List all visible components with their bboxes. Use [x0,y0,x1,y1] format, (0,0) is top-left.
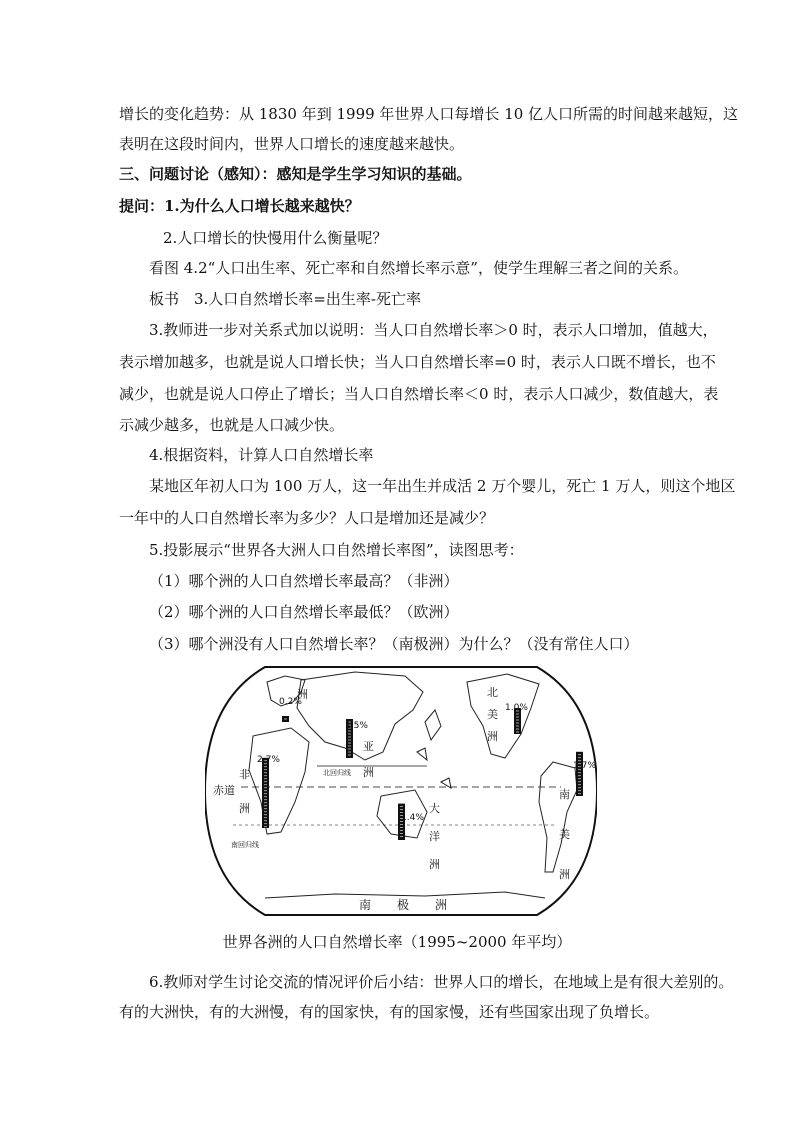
paragraph-line: 某地区年初人口为 100 万人，这一年出生并成活 2 万个婴儿，死亡 1 万人，则这个地区 [149,477,736,495]
growth-value-label: 1.7% [573,761,596,771]
question-item: （3）哪个洲没有人口自然增长率？（南极洲）为什么？（没有常住人口） [149,635,639,653]
paragraph-line: 3.教师进一步对关系式加以说明：当人口自然增长率＞0 时，表示人口增加，值越大， [149,321,718,339]
growth-value-label: 1.4% [401,813,424,823]
antarctica-char: 南 [359,898,372,912]
growth-bar [262,758,269,828]
growth-value-label: 1.5% [345,721,368,731]
question-item: （2）哪个洲的人口自然增长率最低？（欧洲） [149,603,459,621]
growth-value-label: 1.0% [505,703,528,713]
continent-label-char: 洲 [297,688,308,701]
paragraph-line: 有的大洲快，有的大洲慢，有的国家快，有的国家慢，还有些国家出现了负增长。 [119,1003,660,1021]
continent-label-char: 洲 [559,868,570,881]
tropic-south-label: 南回归线 [231,841,259,849]
continent-label-char: 非 [239,768,250,781]
question-line: 2.人口增长的快慢用什么衡量呢？ [163,229,388,247]
map-caption: 世界各洲的人口自然增长率（1995~2000 年平均） [222,933,572,951]
continent-label-char: 大 [429,802,440,815]
antarctica-char: 极 [397,898,410,912]
paragraph-line: 示减少越多，也就是人口减少快。 [119,416,345,434]
continent-label-char: 北 [487,686,498,699]
paragraph-line: 表示增加越多，也就是说人口增长快；当人口自然增长率=0 时，表示人口既不增长，也不 [119,353,716,371]
growth-bar [576,752,583,796]
continent-label-char: 洲 [363,766,374,779]
section-heading: 三、问题讨论（感知）：感知是学生学习知识的基础。 [119,165,472,183]
world-population-growth-map [205,662,597,920]
blackboard-line: 板书 3.人口自然增长率=出生率-死亡率 [149,290,421,308]
paragraph-line: 减少，也就是说人口停止了增长；当人口自然增长率＜0 时，表示人口减少，数值越大，表 [119,385,719,403]
antarctica-char: 洲 [435,898,448,912]
growth-value-label: 2.7% [257,755,280,765]
paragraph-line: 6.教师对学生讨论交流的情况评价后小结：世界人口的增长，在地域上是有很大差别的。 [149,973,734,991]
paragraph-line: 4.根据资料，计算人口自然增长率 [149,446,374,464]
paragraph-line: 表明在这段时间内，世界人口增长的速度越来越快。 [119,135,465,153]
tropic-north-label: 北回归线 [323,769,351,777]
question-line: 提问：1.为什么人口增长越来越快？ [119,197,360,215]
paragraph-line: 一年中的人口自然增长率为多少？人口是增加还是减少？ [119,509,495,527]
question-item: （1）哪个洲的人口自然增长率最高？（非洲） [149,572,459,590]
paragraph-line: 5.投影展示“世界各大洲人口自然增长率图”，读图思考： [149,541,524,559]
continent-label-char: 南 [559,788,570,801]
paragraph-line: 看图 4.2“人口出生率、死亡率和自然增长率示意”，使学生理解三者之间的关系。 [149,259,688,277]
paragraph-line: 增长的变化趋势：从 1830 年到 1999 年世界人口每增长 10 亿人口所需的时间越来越短，这 [119,105,739,123]
continent-label-char: 亚 [363,740,374,753]
continent-label-char: 美 [487,708,498,721]
equator-label: 赤道 [213,784,235,797]
continent-label-char: 美 [559,828,570,841]
continent-label-char: 洲 [429,858,440,871]
growth-value-label: 0.2% [279,697,302,707]
continent-label-char: 洲 [239,802,250,815]
continent-label-char: 洲 [487,730,498,743]
continent-label-char: 洋 [429,830,440,843]
